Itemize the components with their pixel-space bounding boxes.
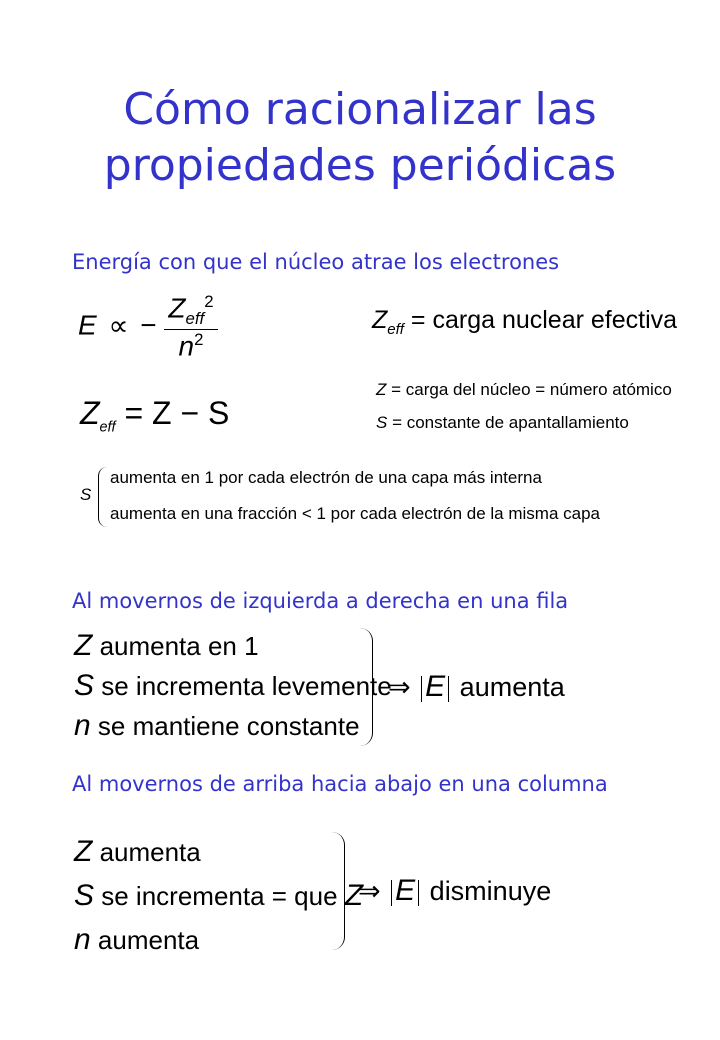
col-n-var: n bbox=[74, 923, 91, 956]
proportional-symbol: ∝ bbox=[108, 309, 129, 341]
numerator-sup: 2 bbox=[204, 292, 214, 311]
col-z-text: aumenta bbox=[99, 837, 201, 867]
energy-fraction bbox=[164, 292, 217, 362]
col-n-text: aumenta bbox=[97, 925, 200, 955]
abs-bar-left bbox=[421, 676, 422, 702]
def-z-var: Z bbox=[376, 380, 387, 399]
title-line-1: Cómo racionalizar las bbox=[123, 84, 597, 135]
zeff-rhs: = Z − S bbox=[124, 395, 230, 431]
denominator-sup: 2 bbox=[194, 329, 204, 349]
row-conditions bbox=[74, 626, 392, 746]
s-case-1: aumenta en 1 por cada electrón de una capa más interna bbox=[110, 468, 542, 487]
def-zeff-text: = carga nuclear efectiva bbox=[410, 306, 678, 334]
row-s-text: se incrementa levemente bbox=[101, 671, 392, 701]
page-title bbox=[0, 82, 720, 194]
numerator-sub: eff bbox=[185, 308, 205, 328]
row-result bbox=[388, 670, 565, 704]
s-case-2: aumenta en una fracción < 1 por cada electrón de la misma capa bbox=[110, 504, 600, 523]
zeff-sub: eff bbox=[99, 419, 116, 436]
column-condition-s bbox=[74, 874, 363, 918]
fraction-numerator bbox=[164, 292, 217, 330]
row-result-var: E bbox=[425, 670, 446, 703]
col-z-var: Z bbox=[74, 835, 93, 868]
col-s-var2: Z bbox=[344, 879, 364, 912]
row-z-var: Z bbox=[74, 629, 93, 662]
row-s-var: S bbox=[74, 669, 95, 702]
minus-sign: − bbox=[140, 309, 157, 341]
section-row-heading: Al movernos de izquierda a derecha en una fila bbox=[72, 589, 569, 613]
row-condition-z bbox=[74, 626, 392, 666]
definition-zeff bbox=[372, 306, 677, 338]
abs-bar-right bbox=[418, 880, 419, 906]
col-s-text: se incrementa = que bbox=[101, 881, 338, 911]
row-z-text: aumenta en 1 bbox=[99, 631, 259, 661]
s-cases-variable: S bbox=[80, 485, 92, 504]
def-s-text: = constante de apantallamiento bbox=[392, 413, 629, 432]
abs-bar-right bbox=[448, 676, 449, 702]
row-brace bbox=[360, 628, 373, 746]
energy-proportionality-formula bbox=[78, 292, 218, 362]
s-cases-brace bbox=[98, 467, 107, 527]
column-condition-z bbox=[74, 830, 363, 874]
implies-arrow: ⇒ bbox=[358, 876, 381, 906]
column-condition-n bbox=[74, 918, 363, 962]
numerator-z: Z bbox=[168, 292, 186, 324]
title-line-2: propiedades periódicas bbox=[103, 140, 617, 191]
definition-z bbox=[376, 380, 672, 400]
definition-s bbox=[376, 413, 629, 433]
column-brace bbox=[332, 832, 345, 950]
energy-symbol: E bbox=[78, 309, 97, 341]
def-zeff-sub: eff bbox=[387, 321, 404, 338]
fraction-denominator bbox=[164, 330, 217, 362]
row-condition-n bbox=[74, 706, 392, 746]
def-z-text: = carga del núcleo = número atómico bbox=[391, 380, 672, 399]
abs-bar-left bbox=[391, 880, 392, 906]
col-result-text: disminuye bbox=[429, 876, 552, 906]
col-result-var: E bbox=[395, 874, 416, 907]
zeff-equation bbox=[80, 395, 229, 435]
section-energy-heading: Energía con que el núcleo atrae los electrones bbox=[72, 250, 560, 274]
zeff-z: Z bbox=[80, 395, 100, 431]
column-conditions bbox=[74, 830, 363, 962]
row-condition-s bbox=[74, 666, 392, 706]
def-s-var: S bbox=[376, 413, 388, 432]
def-zeff-z: Z bbox=[372, 306, 388, 334]
row-n-var: n bbox=[74, 709, 91, 742]
row-result-text: aumenta bbox=[459, 672, 565, 702]
row-n-text: se mantiene constante bbox=[97, 711, 360, 741]
denominator-n: n bbox=[178, 330, 195, 362]
col-s-var: S bbox=[74, 879, 95, 912]
section-column-heading: Al movernos de arriba hacia abajo en una columna bbox=[72, 772, 608, 796]
column-result bbox=[358, 874, 551, 908]
implies-arrow: ⇒ bbox=[388, 672, 411, 702]
